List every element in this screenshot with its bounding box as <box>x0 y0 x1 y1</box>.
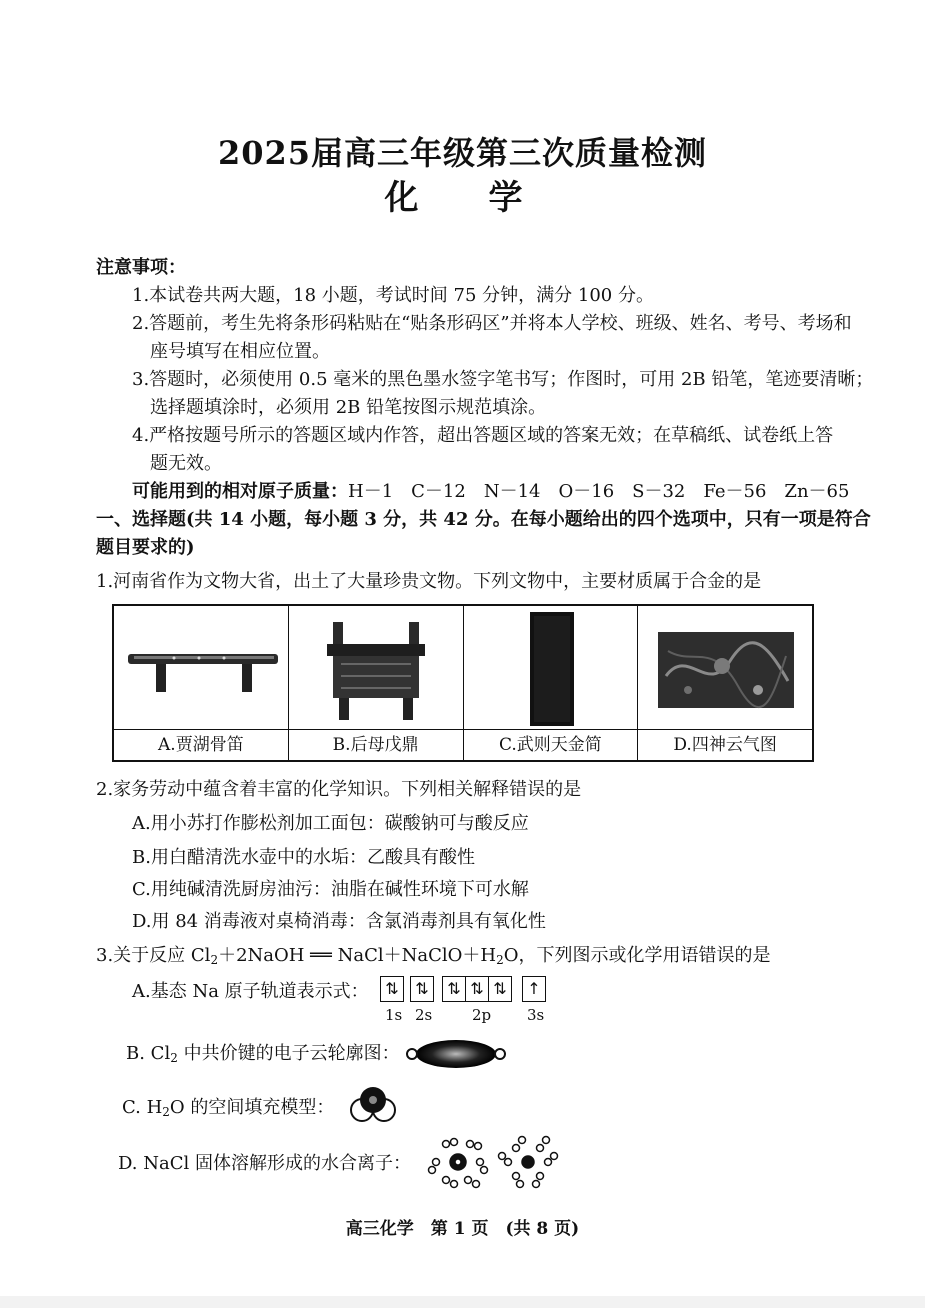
notice-item-4: 4.严格按题号所示的答题区域内作答，超出答题区域的答案无效；在草稿纸、试卷纸上答 <box>132 425 834 446</box>
atomic-mass-values: H－1 C－12 N－14 O－16 S－32 Fe－56 Zn－65 <box>348 481 850 502</box>
notice-item-4-cont: 题无效。 <box>150 453 222 474</box>
notice-item-1: 1.本试卷共两大题，18 小题，考试时间 75 分钟，满分 100 分。 <box>132 285 654 306</box>
q3-option-d: D. NaCl 固体溶解形成的水合离子： <box>118 1153 411 1174</box>
q3-stem <box>96 943 770 973</box>
exam-title: 2025届高三年级第三次质量检测 <box>217 134 708 172</box>
q3-stem-part-c: O，下列图示或化学用语错误的是 <box>503 945 771 966</box>
q3-stem-sub-cl: 2 <box>210 953 219 967</box>
q1-stem: 1.河南省作为文物大省，出土了大量珍贵文物。下列文物中，主要材质属于合金的是 <box>96 571 762 592</box>
q3-option-a: A.基态 Na 原子轨道表示式： <box>132 981 369 1002</box>
q1-option-b-cell <box>289 606 464 760</box>
electron-cloud-diagram <box>404 1036 508 1072</box>
orbital-2p-2: ⇅ <box>466 977 489 1001</box>
orbital-3s: ↑ <box>527 979 541 998</box>
orbital-label-2s: 2s <box>415 1006 433 1024</box>
q3-stem-part-a: 3.关于反应 Cl <box>96 945 211 966</box>
q1-option-d-cell <box>638 606 812 760</box>
q2-option-d: D.用 84 消毒液对桌椅消毒：含氯消毒剂具有氧化性 <box>132 911 546 932</box>
notice-heading: 注意事项： <box>96 257 186 278</box>
section1-heading-cont: 题目要求的) <box>96 537 195 558</box>
q1-option-a-cell <box>114 606 289 760</box>
q3-option-c-part-b: O 的空间填充模型： <box>169 1097 335 1118</box>
orbital-label-3s: 3s <box>527 1006 545 1024</box>
q2-stem: 2.家务劳动中蕴含着丰富的化学知识。下列相关解释错误的是 <box>96 779 582 800</box>
page-footer: 高三化学 第 1 页 (共 8 页) <box>345 1219 580 1239</box>
water-space-filling-model <box>348 1084 398 1126</box>
hydrated-ions-diagram <box>424 1134 564 1190</box>
section1-heading: 一、选择题(共 14 小题，每小题 3 分，共 42 分。在每小题给出的四个选项中，只有一项是符合 <box>96 509 871 530</box>
notice-item-2-cont: 座号填写在相应位置。 <box>150 341 330 362</box>
atomic-mass-label: 可能用到的相对原子质量： <box>132 481 348 502</box>
subject-title: 化 学 <box>384 178 541 218</box>
orbital-box-3s <box>522 976 546 1002</box>
orbital-box-2p <box>442 976 512 1002</box>
q1-option-c-cell <box>464 606 639 760</box>
q3-option-c-part-a: C. H <box>122 1097 163 1118</box>
q3-stem-sub-h: 2 <box>496 953 504 967</box>
q1-option-b: B.后母戊鼎 <box>289 729 463 760</box>
orbital-2p-1: ⇅ <box>443 977 466 1001</box>
bone-flute-image <box>114 606 289 732</box>
bronze-ding-image <box>289 606 464 732</box>
scan-edge <box>0 1296 925 1308</box>
orbital-2p-3: ⇅ <box>493 979 507 998</box>
orbital-box-2s <box>410 976 434 1002</box>
q3-option-b-part-a: B. Cl <box>126 1043 171 1064</box>
orbital-label-1s: 1s <box>385 1006 403 1024</box>
q1-option-c: C.武则天金简 <box>464 729 638 760</box>
q2-option-c: C.用纯碱清洗厨房油污：油脂在碱性环境下可水解 <box>132 879 529 900</box>
q3-option-b-part-b: 中共价键的电子云轮廓图： <box>177 1043 400 1064</box>
q1-artifact-table <box>112 604 814 762</box>
notice-item-3-cont: 选择题填涂时，必须用 2B 铅笔按图示规范填涂。 <box>150 397 547 418</box>
q2-option-a: A.用小苏打作膨松剂加工面包：碳酸钠可与酸反应 <box>132 813 529 834</box>
q3-option-c-sub: 2 <box>162 1105 170 1119</box>
orbital-box-1s <box>380 976 404 1002</box>
orbital-label-2p: 2p <box>472 1006 492 1024</box>
q1-option-d: D.四神云气图 <box>638 729 812 760</box>
atomic-mass-line <box>132 479 849 505</box>
gold-slip-image <box>464 606 639 732</box>
orbital-2s: ⇅ <box>415 979 429 998</box>
q2-option-b: B.用白醋清洗水壶中的水垢：乙酸具有酸性 <box>132 847 475 868</box>
q3-stem-part-b: ＋2NaOH ══ NaCl＋NaClO＋H <box>218 945 497 966</box>
q3-option-c <box>122 1095 334 1125</box>
orbital-1s: ⇅ <box>385 979 399 998</box>
q3-option-b-sub: 2 <box>170 1051 178 1065</box>
notice-item-3: 3.答题时，必须使用 0.5 毫米的黑色墨水签字笔书写；作图时，可用 2B 铅笔，笔迹要清晰； <box>132 369 874 390</box>
q3-option-b <box>126 1041 400 1071</box>
q1-option-a: A.贾湖骨笛 <box>114 729 288 760</box>
notice-item-2: 2.答题前，考生先将条形码粘贴在“贴条形码区”并将本人学校、班级、姓名、考号、考场和 <box>132 313 852 334</box>
mural-image <box>638 606 813 732</box>
